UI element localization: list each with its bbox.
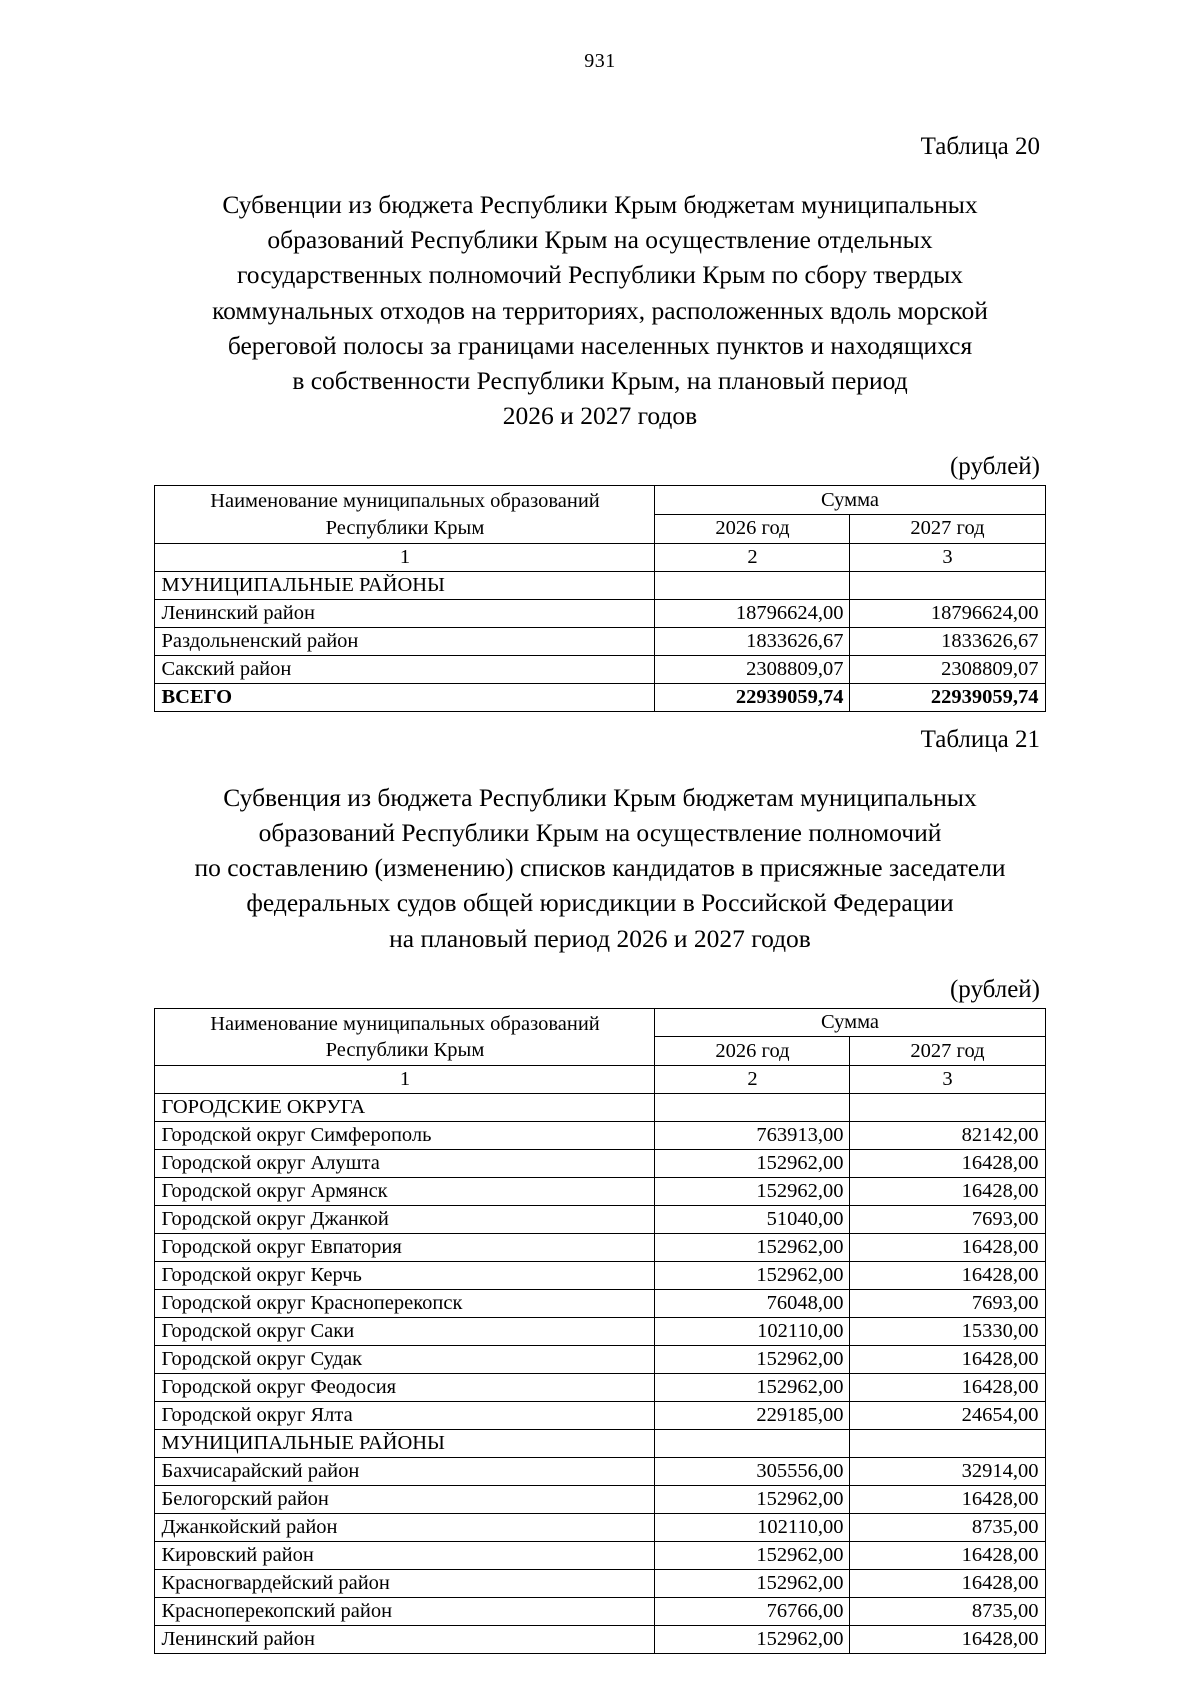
row-amount-2027: 16428,00 [850,1150,1045,1178]
row-amount-2026 [655,1094,850,1122]
header-name-cell [155,486,655,543]
table-row [155,1514,1045,1542]
row-name: Ленинский район [155,599,655,627]
table-20 [154,485,1045,711]
row-amount-2026: 102110,00 [655,1318,850,1346]
table-20-title [170,187,1030,433]
row-name: Городской округ Симферополь [155,1122,655,1150]
header-year-2027: 2027 год [850,515,1045,544]
table-row [155,1290,1045,1318]
column-number: 1 [155,543,655,571]
row-name: Кировский район [155,1542,655,1570]
row-amount-2027: 2308809,07 [850,655,1045,683]
row-amount-2027: 7693,00 [850,1290,1045,1318]
table-row [155,1598,1045,1626]
table-21-body [155,1094,1045,1654]
row-amount-2027: 16428,00 [850,1486,1045,1514]
row-amount-2027: 82142,00 [850,1122,1045,1150]
row-amount-2027: 7693,00 [850,1206,1045,1234]
row-amount-2027: 8735,00 [850,1514,1045,1542]
table-row [155,1262,1045,1290]
table-header-row [155,486,1045,515]
row-amount-2027: 24654,00 [850,1402,1045,1430]
row-amount-2026: 2308809,07 [655,655,850,683]
table-row [155,1570,1045,1598]
table-21 [154,1008,1045,1654]
title-line: береговой полосы за границами населенных пунктов и находящихся [227,330,973,360]
header-name-line1: Наименование муниципальных образований [210,490,600,513]
row-amount-2026: 152962,00 [655,1626,850,1654]
table-total-row [155,683,1045,711]
row-name: Красноперекопский район [155,1598,655,1626]
table-row [155,655,1045,683]
row-amount-2026: 152962,00 [655,1234,850,1262]
title-line: по составлению (изменению) списков кандидатов в присяжные заседатели [194,853,1006,883]
title-line: коммунальных отходов на территориях, расположенных вдоль морской [212,295,988,325]
row-amount-2026: 305556,00 [655,1458,850,1486]
header-name-line2: Республики Крым [325,1038,485,1061]
header-year-2027: 2027 год [850,1037,1045,1066]
title-line: образований Республики Крым на осуществление полномочий [258,817,942,847]
row-amount-2027: 18796624,00 [850,599,1045,627]
table-20-head [155,486,1045,571]
row-name: Сакский район [155,655,655,683]
header-name-line2: Республики Крым [325,516,485,539]
header-year-2026: 2026 год [655,515,850,544]
row-amount-2027: 32914,00 [850,1458,1045,1486]
total-amount-2026: 22939059,74 [655,683,850,711]
row-name: МУНИЦИПАЛЬНЫЕ РАЙОНЫ [155,1430,655,1458]
row-name: Городской округ Феодосия [155,1374,655,1402]
title-line: Субвенция из бюджета Республики Крым бюджетам муниципальных [223,782,977,812]
row-name: Джанкойский район [155,1514,655,1542]
row-amount-2026: 152962,00 [655,1542,850,1570]
row-amount-2026: 152962,00 [655,1262,850,1290]
table-21-units: (рублей) [949,975,1040,1003]
header-name-cell [155,1008,655,1065]
header-sum-cell: Сумма [655,1008,1045,1037]
table-row [155,1458,1045,1486]
row-name: Городской округ Ялта [155,1402,655,1430]
row-amount-2027: 16428,00 [850,1234,1045,1262]
row-name: Городской округ Саки [155,1318,655,1346]
row-amount-2026: 152962,00 [655,1486,850,1514]
total-label: ВСЕГО [155,683,655,711]
page-number: 931 [584,50,616,72]
row-name: Городской округ Судак [155,1346,655,1374]
row-name: МУНИЦИПАЛЬНЫЕ РАЙОНЫ [155,571,655,599]
column-number: 2 [655,1066,850,1094]
row-amount-2027 [850,1430,1045,1458]
table-row [155,1234,1045,1262]
row-amount-2027: 16428,00 [850,1374,1045,1402]
row-name: Бахчисарайский район [155,1458,655,1486]
row-amount-2026 [655,1430,850,1458]
title-line: государственных полномочий Республики Крым по сбору твердых [236,260,963,290]
row-name: Городской округ Армянск [155,1178,655,1206]
table-row [155,599,1045,627]
row-amount-2026 [655,571,850,599]
table-20-label: Таблица 20 [920,133,1040,160]
column-number: 3 [850,1066,1045,1094]
row-amount-2027: 8735,00 [850,1598,1045,1626]
row-amount-2027: 1833626,67 [850,627,1045,655]
row-amount-2026: 229185,00 [655,1402,850,1430]
row-name: Белогорский район [155,1486,655,1514]
column-number: 1 [155,1066,655,1094]
title-line: федеральных судов общей юрисдикции в Российской Федерации [246,888,954,918]
header-year-2026: 2026 год [655,1037,850,1066]
row-amount-2026: 763913,00 [655,1122,850,1150]
title-line: образований Республики Крым на осуществление отдельных [267,225,933,255]
table-row [155,1626,1045,1654]
table-row [155,1122,1045,1150]
table-row [155,1542,1045,1570]
row-amount-2026: 152962,00 [655,1178,850,1206]
title-line: Субвенции из бюджета Республики Крым бюджетам муниципальных [222,190,978,219]
table-column-number-row [155,1066,1045,1094]
row-amount-2026: 18796624,00 [655,599,850,627]
title-line: на плановый период 2026 и 2027 годов [389,923,811,953]
row-amount-2027: 15330,00 [850,1318,1045,1346]
row-name: Городской округ Алушта [155,1150,655,1178]
table-row [155,1346,1045,1374]
table-row [155,1402,1045,1430]
table-20-units: (рублей) [949,453,1040,481]
row-amount-2027: 16428,00 [850,1178,1045,1206]
table-row [155,1094,1045,1122]
row-name: Городской округ Джанкой [155,1206,655,1234]
row-name: Ленинский район [155,1626,655,1654]
row-amount-2027 [850,1094,1045,1122]
row-amount-2026: 51040,00 [655,1206,850,1234]
table-row [155,1150,1045,1178]
table-header-row [155,1008,1045,1037]
row-amount-2026: 102110,00 [655,1514,850,1542]
row-amount-2026: 1833626,67 [655,627,850,655]
row-amount-2026: 152962,00 [655,1374,850,1402]
total-amount-2027: 22939059,74 [850,683,1045,711]
table-21-title [170,780,1030,956]
row-name: ГОРОДСКИЕ ОКРУГА [155,1094,655,1122]
table-21-label: Таблица 21 [920,725,1040,753]
table-row [155,1318,1045,1346]
row-amount-2027: 16428,00 [850,1262,1045,1290]
table-20-body [155,571,1045,711]
table-row [155,1206,1045,1234]
row-amount-2027: 16428,00 [850,1542,1045,1570]
table-row [155,1178,1045,1206]
row-amount-2026: 76048,00 [655,1290,850,1318]
table-21-head [155,1008,1045,1093]
table-row [155,627,1045,655]
header-sum-cell: Сумма [655,486,1045,515]
row-name: Городской округ Красноперекопск [155,1290,655,1318]
table-row [155,1486,1045,1514]
table-row [155,1430,1045,1458]
title-line: в собственности Республики Крым, на плановый период [292,365,908,395]
row-amount-2027: 16428,00 [850,1570,1045,1598]
header-name-line1: Наименование муниципальных образований [210,1012,600,1035]
row-name: Красногвардейский район [155,1570,655,1598]
table-row [155,1374,1045,1402]
row-amount-2027: 16428,00 [850,1346,1045,1374]
row-amount-2026: 76766,00 [655,1598,850,1626]
table-column-number-row [155,543,1045,571]
row-amount-2026: 152962,00 [655,1570,850,1598]
table-row [155,571,1045,599]
row-name: Городской округ Керчь [155,1262,655,1290]
row-amount-2026: 152962,00 [655,1346,850,1374]
row-amount-2026: 152962,00 [655,1150,850,1178]
column-number: 3 [850,543,1045,571]
row-amount-2027 [850,571,1045,599]
row-name: Раздольненский район [155,627,655,655]
row-amount-2027: 16428,00 [850,1626,1045,1654]
row-name: Городской округ Евпатория [155,1234,655,1262]
column-number: 2 [655,543,850,571]
title-line: 2026 и 2027 годов [502,401,698,431]
